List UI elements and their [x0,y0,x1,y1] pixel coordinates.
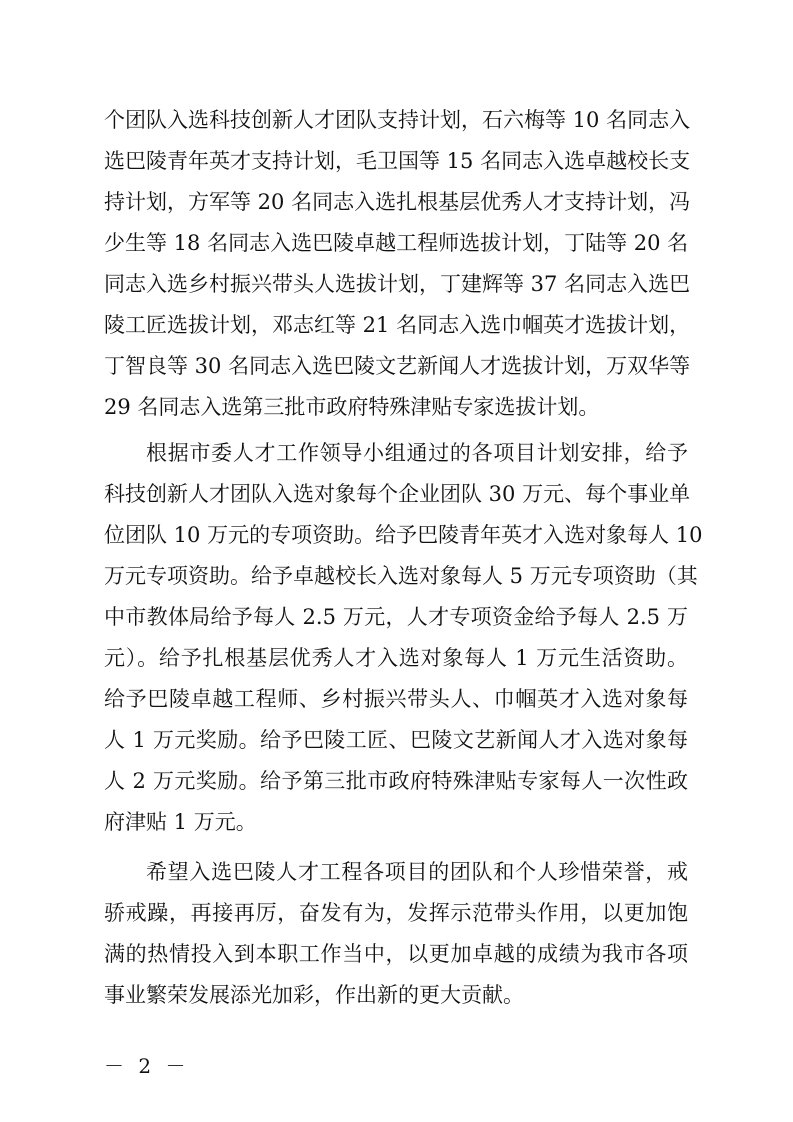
paragraph-2-line-10: 府津贴 1 万元。 [104,810,257,834]
paragraph-2-line-3: 位团队 10 万元的专项资助。给予巴陵青年英才入选对象每人 10 [104,523,703,547]
paragraph-1-line-5: 同志入选乡村振兴带头人选拔计划，丁建辉等 37 名同志入选巴 [104,272,691,296]
paragraph-1-line-4: 少生等 18 名同志入选巴陵卓越工程师选拔计划，丁陆等 20 名 [104,231,689,255]
paragraph-1-line-1: 个团队入选科技创新人才团队支持计划，石六梅等 10 名同志入 [104,108,691,132]
paragraph-1-line-2: 选巴陵青年英才支持计划，毛卫国等 15 名同志入选卓越校长支 [104,149,691,173]
paragraph-3-line-2: 骄戒躁，再接再厉，奋发有为，发挥示范带头作用，以更加饱 [104,901,688,925]
paragraph-2-line-7: 给予巴陵卓越工程师、乡村振兴带头人、巾帼英才入选对象每 [104,687,688,711]
paragraph-3-line-4: 事业繁荣发展添光加彩，作出新的更大贡献。 [104,983,524,1007]
paragraph-3-line-1: 希望入选巴陵人才工程各项目的团队和个人珍惜荣誉，戒 [146,860,688,884]
paragraph-2-line-8: 人 1 万元奖励。给予巴陵工匠、巴陵文艺新闻人才入选对象每 [104,728,688,752]
paragraph-1-line-3: 持计划，方军等 20 名同志入选扎根基层优秀人才支持计划，冯 [104,190,691,214]
paragraph-2-line-6: 元）。给予扎根基层优秀人才入选对象每人 1 万元生活资助。 [104,646,688,670]
paragraph-2-line-5: 中市教体局给予每人 2.5 万元，人才专项资金给予每人 2.5 万 [104,605,688,629]
paragraph-3-line-3: 满的热情投入到本职工作当中，以更加卓越的成绩为我市各项 [104,942,688,966]
page-number: － 2 － [104,1054,190,1078]
paragraph-1-line-7: 丁智良等 30 名同志入选巴陵文艺新闻人才选拔计划，万双华等 [104,354,691,378]
paragraph-2-line-4: 万元专项资助。给予卓越校长入选对象每人 5 万元专项资助（其 [104,564,698,588]
paragraph-2-line-2: 科技创新人才团队入选对象每个企业团队 30 万元、每个事业单 [104,482,691,506]
paragraph-2-line-9: 人 2 万元奖励。给予第三批市政府特殊津贴专家每人一次性政 [104,769,688,793]
paragraph-1-line-8: 29 名同志入选第三批市政府特殊津贴专家选拔计划。 [104,395,600,419]
paragraph-2-line-1: 根据市委人才工作领导小组通过的各项目计划安排，给予 [146,441,688,465]
paragraph-1-line-6: 陵工匠选拔计划，邓志红等 21 名同志入选巾帼英才选拔计划， [104,313,691,337]
